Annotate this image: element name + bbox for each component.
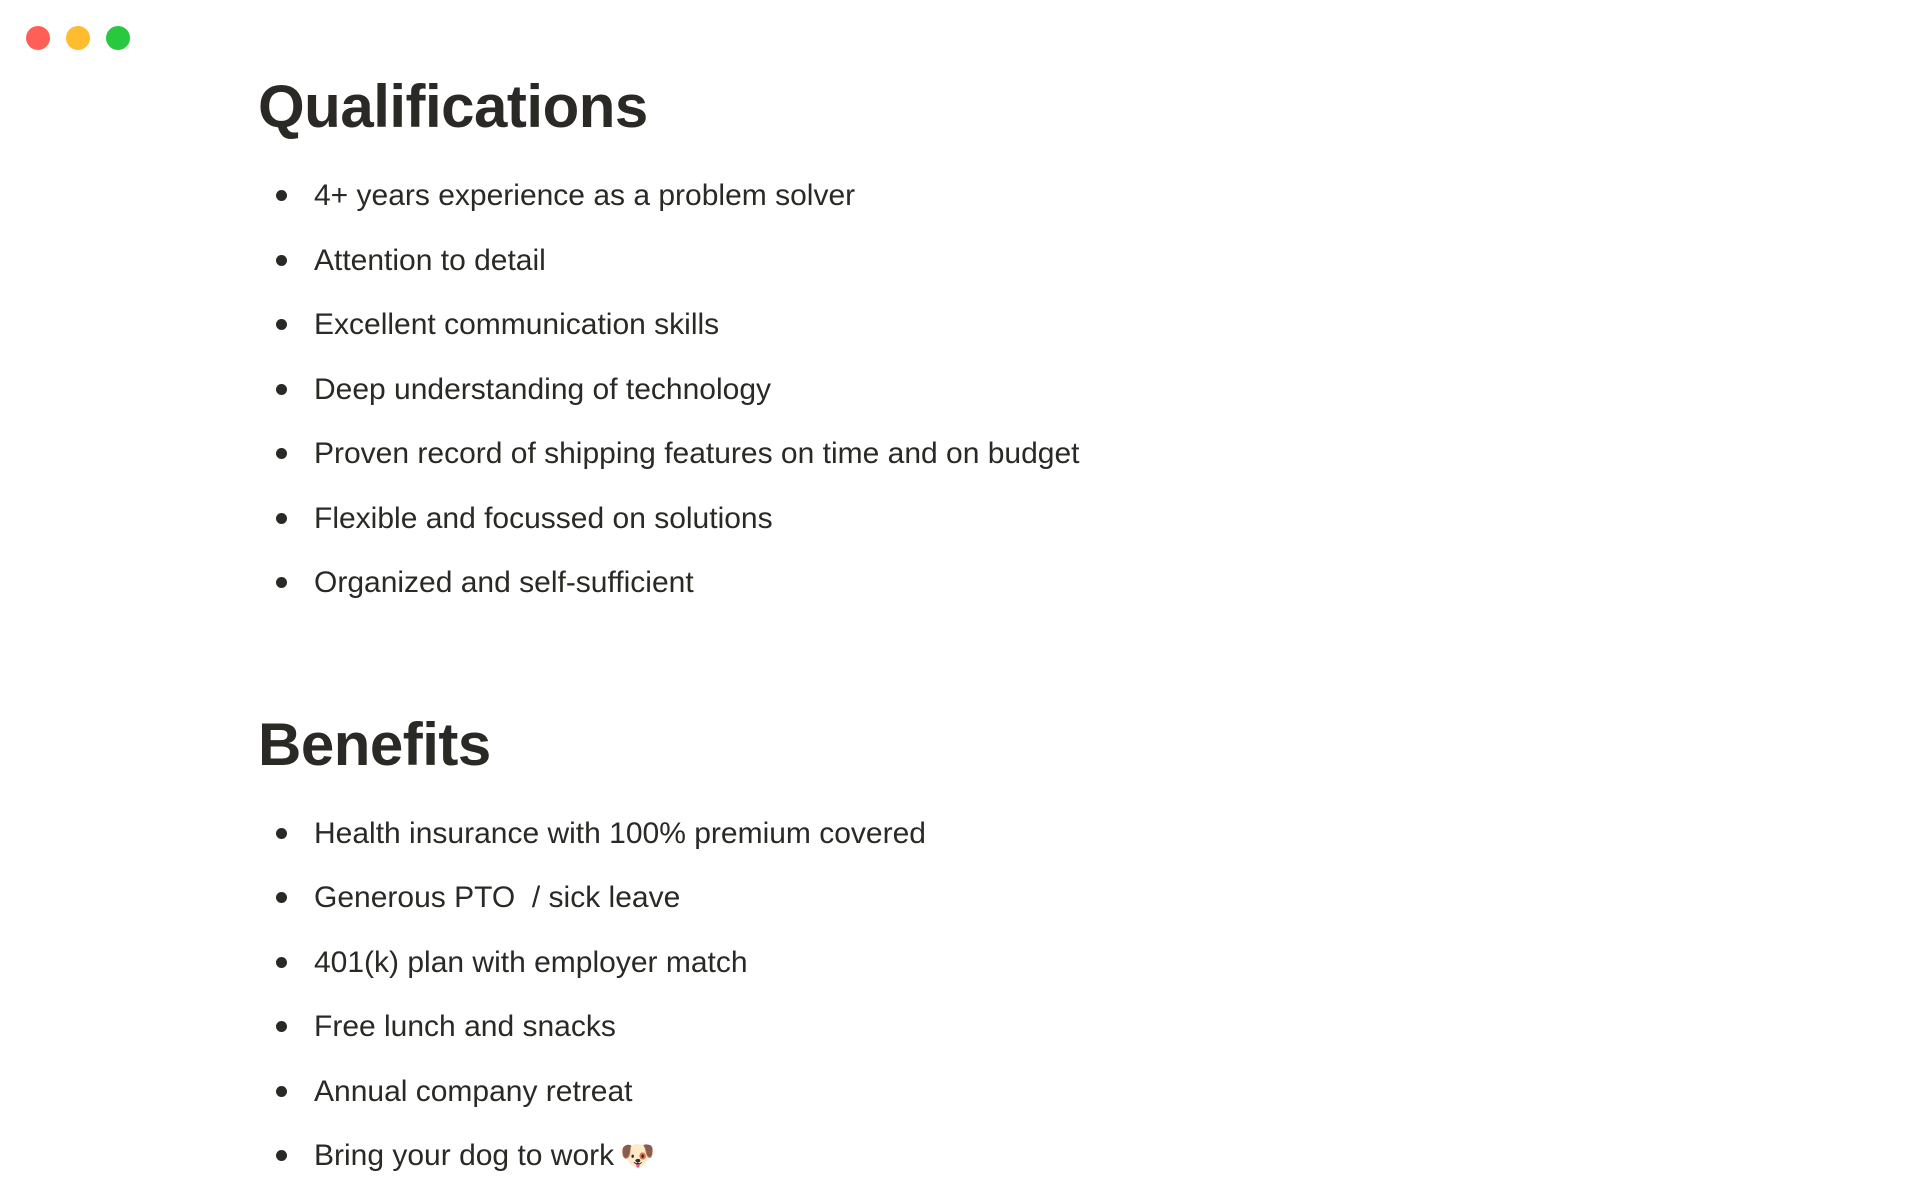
benefits-heading[interactable]: Benefits	[258, 710, 491, 778]
list-item[interactable]	[258, 995, 1658, 1060]
list-item[interactable]	[258, 1124, 1658, 1189]
bullet-icon	[276, 577, 287, 588]
bullet-icon	[276, 513, 287, 524]
qualifications-list	[258, 164, 1658, 616]
bullet-icon	[276, 1021, 287, 1032]
bullet-icon	[276, 255, 287, 266]
qualifications-heading[interactable]: Qualifications	[258, 73, 648, 140]
list-item-text: Free lunch and snacks	[314, 1010, 616, 1044]
list-item-text: Generous PTO / sick leave	[314, 881, 681, 915]
bullet-icon	[276, 1150, 287, 1161]
list-item-text: Deep understanding of technology	[314, 372, 772, 406]
list-item[interactable]	[258, 931, 1658, 996]
bullet-icon	[276, 828, 287, 839]
minimize-window-button[interactable]	[66, 26, 90, 50]
list-item-text: Flexible and focussed on solutions	[314, 501, 773, 535]
bullet-icon	[276, 190, 287, 201]
document-page	[258, 64, 1658, 1189]
zoom-window-button[interactable]	[106, 26, 130, 50]
benefits-list	[258, 802, 1658, 1189]
list-item-text: 4+ years experience as a problem solver	[314, 179, 856, 213]
list-item-text: Health insurance with 100% premium covered	[314, 816, 926, 850]
list-item-text: Proven record of shipping features on time and on budget	[314, 437, 1080, 471]
bullet-icon	[276, 319, 287, 330]
bullet-icon	[276, 957, 287, 968]
list-item-text: Organized and self-sufficient	[314, 566, 694, 600]
list-item[interactable]	[258, 802, 1658, 867]
list-item[interactable]	[258, 422, 1658, 487]
bullet-icon	[276, 448, 287, 459]
list-item[interactable]	[258, 293, 1658, 358]
list-item[interactable]	[258, 1060, 1658, 1125]
window-controls	[26, 26, 130, 50]
list-item-text: Bring your dog to work	[314, 1139, 615, 1173]
bullet-icon	[276, 384, 287, 395]
list-item[interactable]	[258, 487, 1658, 552]
list-item[interactable]	[258, 866, 1658, 931]
list-item[interactable]	[258, 358, 1658, 423]
list-item-text: Attention to detail	[314, 243, 546, 277]
list-item-text: Annual company retreat	[314, 1074, 633, 1108]
bullet-icon	[276, 1086, 287, 1097]
list-item[interactable]	[258, 551, 1658, 616]
list-item-text: Excellent communication skills	[314, 308, 720, 342]
list-item[interactable]	[258, 229, 1658, 294]
close-window-button[interactable]	[26, 26, 50, 50]
list-item[interactable]	[258, 164, 1658, 229]
list-item-text: 401(k) plan with employer match	[314, 945, 748, 979]
dog-face-icon: 🐶	[620, 1140, 656, 1172]
bullet-icon	[276, 892, 287, 903]
